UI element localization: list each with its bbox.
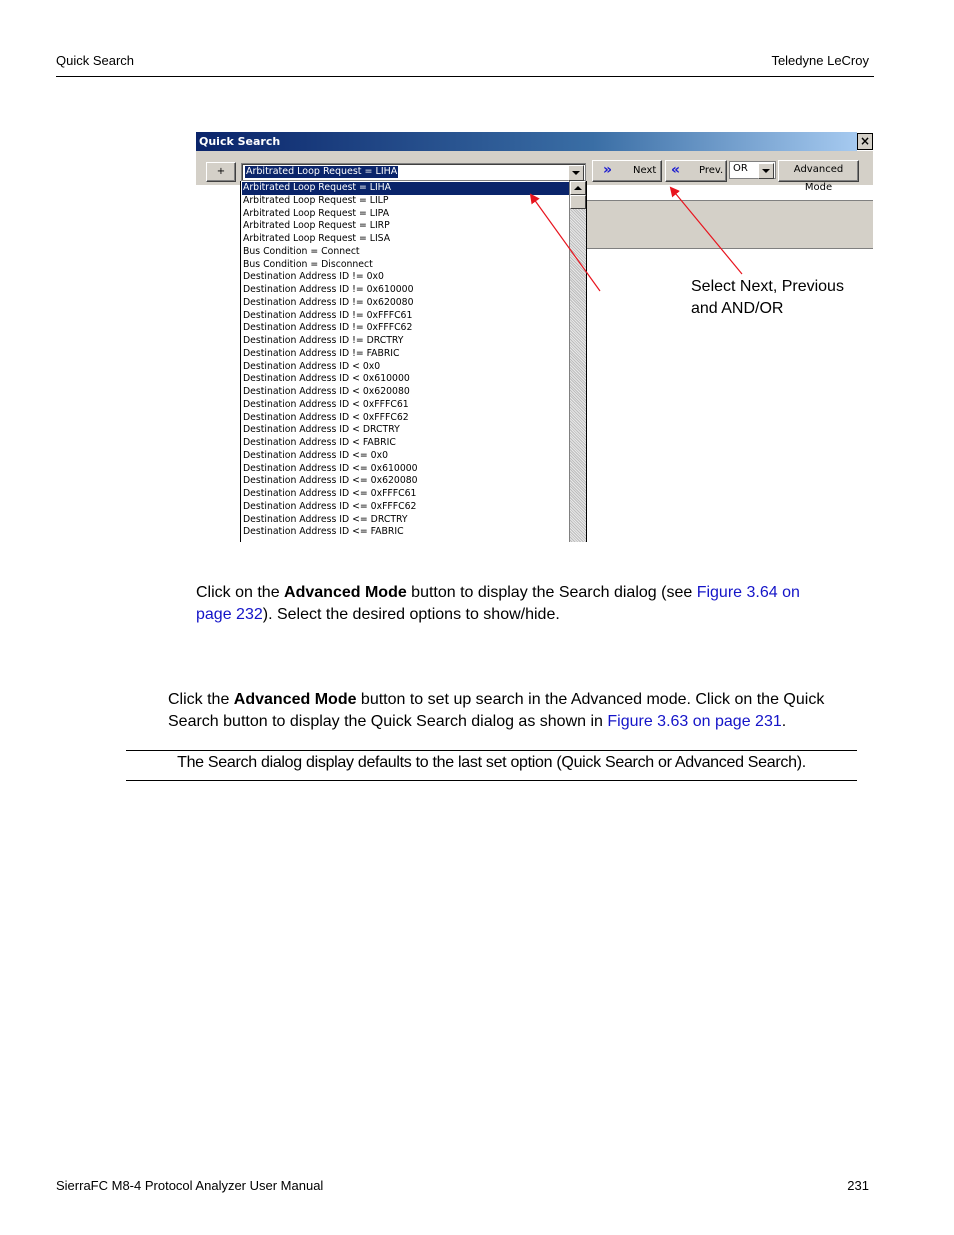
text: Search button to display the Quick Search dialog as shown in (168, 713, 608, 730)
list-item[interactable]: Bus Condition = Disconnect (243, 258, 373, 270)
add-condition-button[interactable]: + (206, 162, 236, 182)
text: Click the (168, 691, 234, 708)
list-item[interactable]: Destination Address ID < 0x610000 (243, 373, 410, 385)
list-item[interactable]: Destination Address ID <= 0x610000 (243, 462, 418, 474)
text: button to set up search in the Advanced mode. Click on the Quick (356, 691, 825, 708)
list-item[interactable]: Destination Address ID <= 0x620080 (243, 475, 418, 487)
paragraph-advanced-mode (196, 582, 856, 626)
close-icon[interactable]: × (857, 133, 873, 150)
list-item[interactable]: Arbitrated Loop Request = LISA (243, 233, 391, 244)
list-item[interactable]: Destination Address ID != 0xFFFC62 (243, 322, 413, 334)
list-item[interactable]: Destination Address ID < FABRIC (243, 437, 396, 448)
list-item[interactable]: Destination Address ID < 0x620080 (243, 386, 410, 397)
list-item[interactable]: Destination Address ID <= 0x0 (243, 449, 389, 461)
list-item[interactable]: Destination Address ID != DRCTRY (243, 335, 404, 346)
list-item[interactable]: Arbitrated Loop Request = LIRP (243, 220, 390, 232)
combo-selected-text: Arbitrated Loop Request = LIHA (246, 166, 398, 177)
list-item[interactable]: Destination Address ID <= DRCTRY (243, 513, 408, 525)
bold-advanced-mode: Advanced Mode (284, 584, 407, 601)
arrow-to-buttons (671, 188, 742, 274)
double-chevron-right-icon: » (603, 162, 613, 178)
note-top-rule (126, 750, 857, 751)
header-company: Teledyne LeCroy (771, 53, 869, 68)
list-item[interactable]: Destination Address ID != 0xFFFC61 (243, 309, 413, 321)
callout-line2: and AND/OR (691, 300, 784, 317)
advanced-mode-button[interactable]: Advanced Mode (778, 160, 859, 182)
list-item[interactable]: Destination Address ID < DRCTRY (243, 424, 400, 436)
note-text: The Search dialog display defaults to the last set option (Quick Search or Advanced Search). (177, 754, 806, 771)
list-item[interactable]: Destination Address ID != 0x620080 (243, 296, 414, 308)
figure-link[interactable]: Figure 3.64 on (696, 584, 800, 601)
list-item[interactable]: Destination Address ID < 0xFFFC62 (243, 411, 409, 423)
double-chevron-left-icon: « (671, 162, 681, 178)
callout-text (691, 276, 844, 320)
list-item[interactable]: Destination Address ID < 0x0 (243, 360, 381, 372)
prev-label: Prev. (699, 165, 724, 176)
next-label: Next (633, 165, 657, 176)
bold-advanced-mode: Advanced Mode (233, 691, 357, 708)
header-section-title: Quick Search (56, 53, 135, 68)
note-bottom-rule (126, 780, 857, 781)
list-item[interactable]: Arbitrated Loop Request = LIPA (243, 207, 390, 219)
footer-manual-title: SierraFC M8-4 Protocol Analyzer User Manual (56, 1178, 324, 1193)
list-item[interactable]: Arbitrated Loop Request = LILP (243, 194, 389, 206)
paragraph-quick-search (168, 689, 868, 733)
text: button to display the Search dialog (see (406, 584, 697, 601)
page-link[interactable]: page 232 (196, 606, 263, 623)
list-item[interactable]: Arbitrated Loop Request = LIHA (242, 182, 569, 195)
list-item[interactable]: Destination Address ID <= 0xFFFC62 (243, 500, 417, 512)
list-item[interactable]: Destination Address ID != 0x0 (243, 271, 384, 283)
list-item[interactable]: Bus Condition = Connect (243, 245, 360, 257)
arrow-to-list (531, 195, 600, 291)
list-item[interactable]: Destination Address ID <= 0xFFFC61 (243, 488, 417, 499)
figure-link[interactable]: Figure 3.63 on page 231 (607, 713, 782, 730)
text: ). Select the desired options to show/hide. (262, 606, 560, 623)
text: . (781, 713, 787, 730)
footer-page-number: 231 (847, 1178, 869, 1193)
list-item[interactable]: Destination Address ID != 0x610000 (243, 284, 414, 295)
list-item[interactable]: Destination Address ID != FABRIC (243, 347, 400, 359)
and-or-value: OR (733, 163, 748, 174)
text: Click on the (196, 584, 285, 601)
dialog-title: Quick Search (199, 135, 281, 148)
list-item[interactable]: Destination Address ID <= FABRIC (243, 526, 404, 538)
callout-line1: Select Next, Previous (691, 278, 844, 295)
list-item[interactable]: Destination Address ID < 0xFFFC61 (243, 398, 409, 410)
